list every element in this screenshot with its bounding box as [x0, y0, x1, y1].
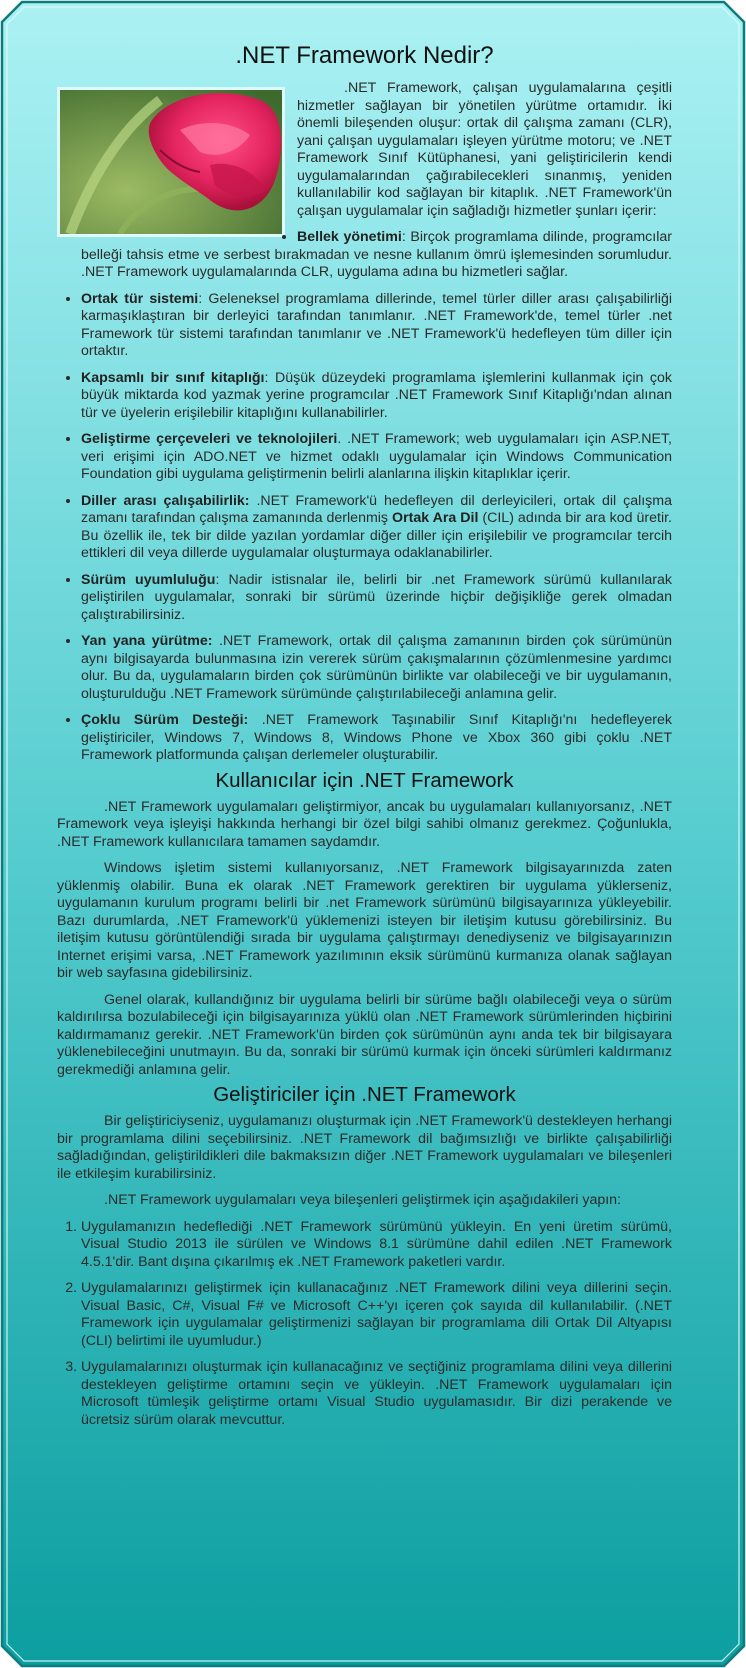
list-item: [81, 431, 672, 484]
users-paragraph-3: Genel olarak, kullandığınız bir uygulama belirli bir sürüme bağlı olabileceği veya o sürüm kaldırılırsa bozulabileceği için bilgisayarınıza yüklü olan .NET Framework sürümlerinden hiçbirini kaldırmamanız gerekir. .NET Framework'ün birden çok sürümünün aynı anda tek bir bilgisayara yüklenebileceğini unutmayın. Bu da, sonraki bir sürümü kurmak için önceki sürümleri kaldırmanız gerekmediği anlamına gelir.: [57, 991, 672, 1078]
list-item: [81, 493, 672, 563]
feature-text: : Nadir istisnalar ile, belirli bir .net Framework sürümü kullanılarak geliştirilen uygulamalar, sonraki bir sürümü üzerinde hiçbir değişikliğe gerek olmadan çalıştırabilirsiniz.: [81, 571, 672, 623]
article: [57, 38, 672, 1438]
feature-text: .NET Framework'ü hedefleyen dil derleyicileri, ortak dil çalışma zamanı tarafından çalışma zamanında derlenmiş: [81, 492, 672, 526]
devs-paragraph-1: Bir geliştiriciyseniz, uygulamanızı oluşturmak için .NET Framework'ü destekleyen herhangi bir programlama dilini seçebilirsiniz. .NET Framework dil bağımsızlığı ve birlikte çalışabilirliği sağladığından, geliştirildikleri dile bakmaksızın diğer .NET Framework uygulamaları ve bileşenleri ile etkileşim kurabilirsiniz.: [57, 1113, 672, 1182]
devs-paragraph-2: .NET Framework uygulamaları veya bileşenleri geliştirmek için aşağıdakileri yapın:: [104, 1192, 621, 1208]
users-paragraph-1: .NET Framework uygulamaları geliştirmiyor, ancak bu uygulamaları kullanıyorsanız, .NET Framework veya işleyişi hakkında herhangi bir özel bilgi sahibi olmanız gerekmez. Çoğunlukla, .NET Framework kullanıcılara tamamen saydamdır.: [57, 798, 672, 850]
feature-text: .NET Framework, ortak dil çalışma zamanının birden çok sürümünün aynı bilgisayarda bulunmasına izin vererek sürüm çakışmalarının çözümlenmesine yardımcı olur. Bu da, uygulamaların birden çok sürümünün birlikte var olabileceği ve bir uygulamanın, oluşturulduğu .NET Framework sürümünde çalıştırılabileceği anlamına gelir.: [81, 633, 673, 702]
feature-text: : Birçok programlama dilinde, programcılar belleği tahsis etme ve serbest bırakmadan ve nesne kullanım ömrü işlemesinden sorumludur. .NET Framework uygulamalarında CLR, uygulama adına bu hizmetleri sağlar.: [81, 229, 672, 280]
feature-title: Diller arası çalışabilirlik:: [81, 492, 250, 509]
devs-heading: Geliştiriciler için .NET Framework: [213, 1083, 516, 1106]
feature-title-cil: Ortak Ara Dil: [392, 510, 479, 526]
feature-title: Geliştirme çerçeveleri ve teknolojileri: [81, 431, 338, 447]
users-heading: Kullanıcılar için .NET Framework: [215, 768, 514, 792]
list-item: [81, 291, 672, 361]
feature-list: [57, 229, 672, 765]
feature-title: Bellek yönetimi: [297, 229, 402, 245]
list-item: [81, 633, 672, 703]
list-item: 1. Uygulamanızın hedeflediği .NET Framework sürümünü yükleyin. En yeni üretim sürümü, Visual Studio 2013 ile sürülen ve Windows 8.1 sürümüne dahil edilen .NET Framework 4.5.1'dir. Bant dışına çıkarılmış ek .NET Framework paketleri vardır.: [81, 1219, 672, 1272]
steps-list: [57, 1219, 672, 1430]
feature-title: Çoklu Sürüm Desteği:: [81, 712, 249, 728]
list-item: [81, 572, 672, 625]
feature-text: : Geleneksel programlama dillerinde, temel türler diller arası çalışabilirliği karmaşıklaştıran bir derleyici tarafından tanımlanır. .NET Framework'de, temel türler .net Framework tür sistemi tarafından tanımlanır ve .NET Framework'ü hedefleyen tüm diller için ortaktır.: [81, 290, 672, 359]
list-item: 2. Uygulamalarınızı geliştirmek için kullanacağınız .NET Framework dilini veya dillerini seçin. Visual Basic, C#, Visual F# ve Microsoft C++'yı içeren çok sayıda dil kullanılabilir. (.NET Framework için uygulamalar geliştirmenizi sağlayan bir programlama dili Ortak Dil Altyapısı (CLI) belirtimi ile uyumludur.): [81, 1280, 672, 1350]
feature-text: . .NET Framework; web uygulamaları için ASP.NET, veri erişimi için ADO.NET ve hizmet odaklı uygulamalar için Windows Communication Foundation gibi uygulama geliştirmenin belirli alanlarına ilişkin kitaplıklar içerir.: [81, 431, 672, 482]
list-item: [81, 370, 672, 423]
feature-title: Kapsamlı bir sınıf kitaplığı: [81, 369, 265, 386]
feature-title: Yan yana yürütme:: [81, 633, 213, 649]
list-item: 3. Uygulamalarınızı oluşturmak için kullanacağınız ve seçtiğiniz programlama dilini veya dillerini destekleyen geliştirme ortamını seçin ve yükleyin. .NET Framework uygulamaları için Microsoft tümleşik geliştirme ortamı Visual Studio uygulamasıdır. Bir dizi perakende ve ücretsiz sürüm olarak mevcuttur.: [81, 1359, 672, 1429]
feature-text: (CIL) adında bir ara kod üretir. Bu özellik ile, tek bir dilde yazılan yordamlar diğer diller için erişilebilir ve programcılar tercih ettikleri dil veya dillerde uygulamalar oluşturmaya odaklanabilirler.: [81, 510, 672, 561]
users-paragraph-2: Windows işletim sistemi kullanıyorsanız, .NET Framework bilgisayarınızda zaten yüklenmiş olabilir. Buna ek olarak .NET Framework gerektiren bir uygulama yüklerseniz, uygulamanın kurulum programı belirli bir .net Framework sürümünü bilgisayarınıza yükleyebilir. Bazı durumlarda, .NET Framework'ü yüklemenizi isteyen bir iletişim kutusu görebilirsiniz. Bu iletişim kutusu görüntülendiği sırada bir uygulama çalıştırmayı denediyseniz ve bilgisayarınızın Internet erişimi varsa, .NET Framework yazılımının eksik sürümünü kurmanıza olanak sağlayan bir web sayfasına gidebilirsiniz.: [57, 860, 672, 981]
intro-paragraph: .NET Framework, çalışan uygulamalarına çeşitli hizmetler sağlayan bir yönetilen yürütme ortamıdır. İki önemli bileşenden oluşur: ortak dil çalışma zamanı (CLR), yani çalışan uygulamaları işleyen yürütme motoru; ve .NET Framework Sınıf Kütüphanesi, yani geliştiricilerin kendi uygulamalarından çağırabilecekleri sınanmış, yeniden kullanılabilir kod sağlayan bir kitaplık. .NET Framework'ün çalışan uygulamalar için sağladığı hizmetler şunları içerir:: [297, 80, 672, 219]
feature-text: : Düşük düzeydeki programlama işlemlerini kullanmak için çok büyük miktarda kod yazmak yerine programcılar .NET Framework Sınıf Kitaplığı'ndan alınan tür ve üyelerin erişilebilir kitaplığını kullanabilirler.: [81, 369, 672, 421]
feature-text: .NET Framework Taşınabilir Sınıf Kitaplığı'nı hedefleyerek geliştiriciler, Windows 7, Windows 8, Windows Phone ve Xbox 360 gibi çoklu .NET Framework platformunda çalışan derlemeler oluşturabilir.: [81, 712, 672, 763]
feature-title: Sürüm uyumluluğu: [81, 571, 216, 588]
list-item: [81, 712, 672, 765]
page-title: .NET Framework Nedir?: [235, 42, 494, 69]
feature-title: Ortak tür sistemi: [81, 290, 199, 307]
rose-flower-photo: [57, 87, 285, 237]
rose-flower-icon: [60, 90, 282, 234]
